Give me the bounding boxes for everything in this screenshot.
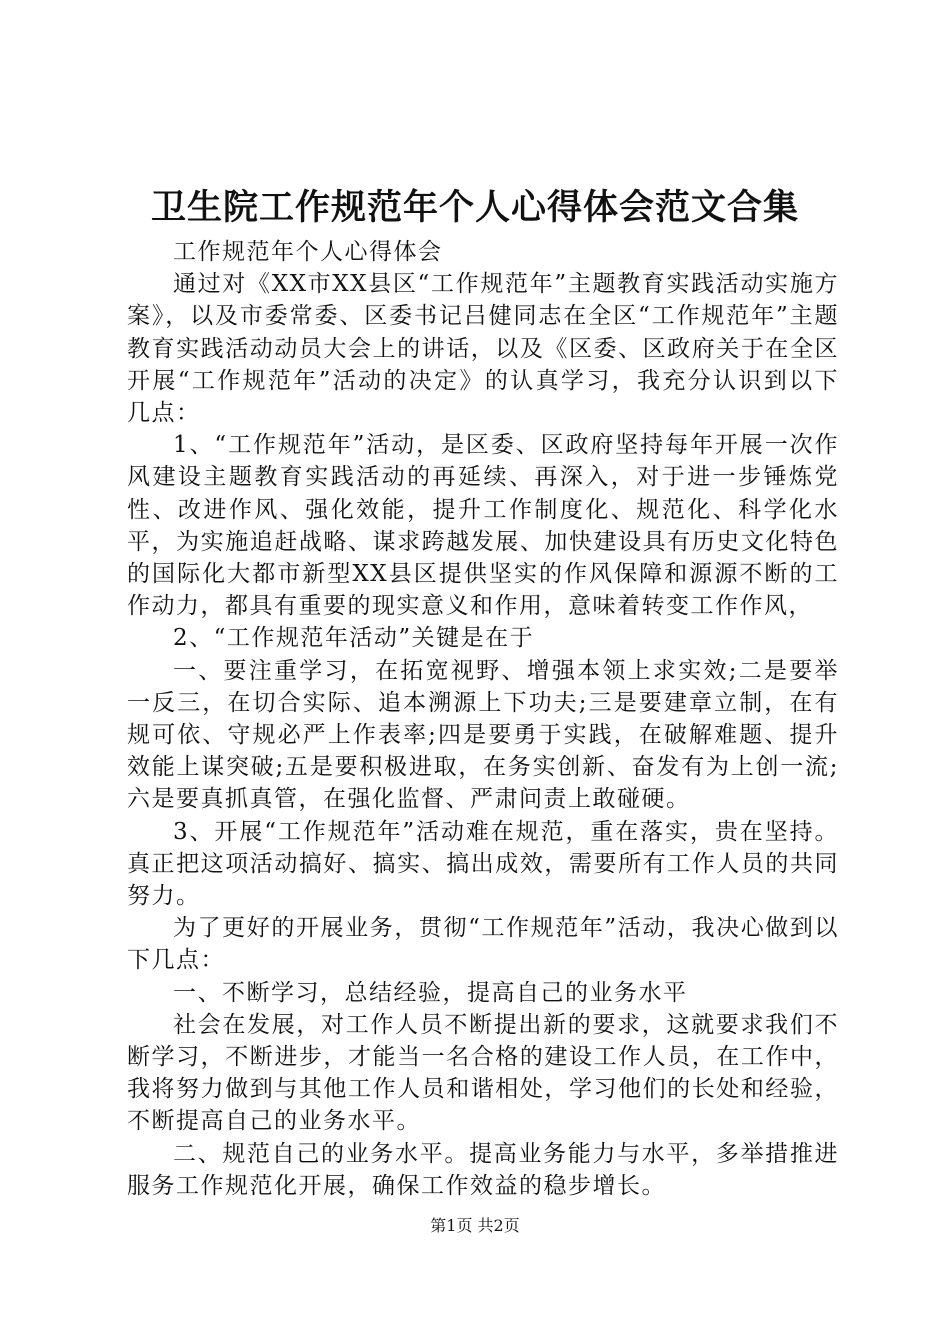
body-paragraph: 一、不断学习，总结经验，提高自己的业务水平 <box>173 979 688 1006</box>
body-paragraph: 3、开展“工作规范年”活动难在规范，重在落实，贵在坚持。真正把这项活动搞好、搞实、搞出成效，需要所有工作人员的共同努力。 <box>127 818 839 910</box>
body-paragraph: 一、要注重学习，在拓宽视野、增强本领上求实效;二是要举一反三，在切合实际、追本溯源上下功夫;三是要建章立制，在有规可依、守规必严上作表率;四是要勇于实践，在破解难题、提升效能上谋突破;五是要积极进取，在务实创新、奋发有为上创一流;六是要真抓真管，在强化监督、严肃问责上敢碰硬。 <box>127 657 839 813</box>
body-paragraph: 社会在发展，对工作人员不断提出新的要求，这就要求我们不断学习，不断进步，才能当一名合格的建设工作人员，在工作中，我将努力做到与其他工作人员和谐相处，学习他们的长处和经验，不断提高自己的业务水平。 <box>127 1011 839 1135</box>
page-footer: 第1页 共2页 <box>430 1216 520 1235</box>
document-title: 卫生院工作规范年个人心得体会范文合集 <box>150 187 799 228</box>
body-paragraph: 2、“工作规范年活动”关键是在于 <box>173 625 535 652</box>
body-paragraph: 1、“工作规范年”活动，是区委、区政府坚持每年开展一次作风建设主题教育实践活动的再延续、再深入，对于进一步锤炼党性、改进作风、强化效能，提升工作制度化、规范化、科学化水平，为实施追赶战略、谋求跨越发展、加快建设具有历史文化特色的国际化大都市新型XX县区提供坚实的作风保障和源源不断的工作动力，都具有重要的现实意义和作用，意味着转变工作作风， <box>127 432 839 620</box>
body-paragraph: 通过对《XX市XX县区“工作规范年”主题教育实践活动实施方案》，以及市委常委、区委书记吕健同志在全区“工作规范年”主题教育实践活动动员大会上的讲话，以及《区委、区政府关于在全区开展“工作规范年”活动的决定》的认真学习，我充分认识到以下几点： <box>127 271 839 427</box>
body-paragraph: 二、规范自己的业务水平。提高业务能力与水平，多举措推进服务工作规范化开展，确保工作效益的稳步增长。 <box>127 1140 839 1199</box>
document-body <box>127 236 839 1202</box>
body-paragraph: 为了更好的开展业务，贯彻“工作规范年”活动，我决心做到以下几点： <box>127 915 839 974</box>
body-paragraph: 工作规范年个人心得体会 <box>173 239 443 265</box>
